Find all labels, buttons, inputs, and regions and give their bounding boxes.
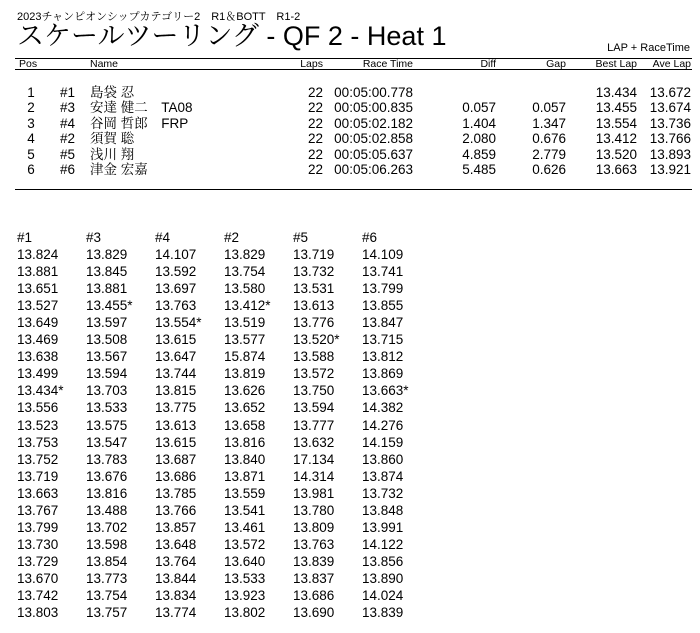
lap-time-cell: 13.764 (155, 553, 197, 569)
lap-time-cell: 13.845 (86, 264, 128, 280)
lap-time-cell: 13.741 (362, 264, 404, 280)
lap-time-cell: 13.594 (86, 366, 128, 382)
lap-time-cell: 14.159 (362, 434, 404, 450)
race-time-cell: 00:05:05.637 (334, 146, 413, 162)
lap-row (17, 263, 437, 280)
race-time-cell: 00:05:00.835 (334, 100, 413, 116)
ave-lap-cell: 13.674 (649, 100, 691, 116)
event-subtitle: 2023チャンピオンシップカテゴリー2 R1＆BOTT R1-2 (17, 11, 301, 23)
lap-time-cell: 13.763 (293, 536, 335, 552)
lap-time-cell: 13.763 (155, 298, 197, 314)
race-title: スケールツーリング - QF 2 - Heat 1 (17, 21, 447, 51)
lap-time-cell: 14.107 (155, 247, 197, 263)
results-header-row (15, 57, 692, 71)
lap-time-cell: 13.541 (224, 502, 266, 518)
car-number-cell: #5 (60, 146, 76, 162)
lap-type-label: LAP + RaceTime (607, 42, 690, 54)
lap-time-cell: 13.730 (17, 536, 59, 552)
lap-time-cell: 13.531 (293, 281, 335, 297)
lap-time-cell: 13.776 (293, 315, 335, 331)
lap-time-cell: 13.809 (293, 519, 335, 535)
lap-row (17, 314, 437, 331)
lap-time-cell: 13.588 (293, 349, 335, 365)
diff-cell: 0.057 (462, 100, 496, 116)
lap-time-cell: 13.651 (17, 281, 59, 297)
laps-cell: 22 (307, 100, 323, 116)
results-row (15, 100, 692, 115)
pos-cell: 1 (27, 85, 35, 100)
driver-name-cell: 谷岡 哲郎 FRP (90, 115, 189, 131)
pos-cell: 4 (27, 131, 35, 147)
lap-row (17, 587, 437, 604)
lap-time-cell: 13.554* (155, 315, 202, 331)
lap-time-cell: 13.488 (86, 502, 128, 518)
car-number-cell: #3 (60, 100, 76, 116)
lap-time-cell: 13.812 (362, 349, 404, 365)
race-time-cell: 00:05:02.858 (334, 131, 413, 147)
lap-row (17, 536, 437, 553)
lap-row (17, 502, 437, 519)
lap-time-cell: 13.615 (155, 332, 197, 348)
col-gap: Gap (546, 58, 566, 70)
laps-cell: 22 (307, 131, 323, 147)
lap-time-cell: 13.649 (17, 315, 59, 331)
car-number-cell: #4 (60, 115, 76, 131)
lap-time-cell: 13.881 (17, 264, 59, 280)
lap-time-cell: 13.844 (155, 570, 197, 586)
lap-time-cell: 13.799 (362, 281, 404, 297)
lap-time-cell: 13.520* (293, 332, 340, 348)
lap-time-cell: 13.527 (17, 298, 59, 314)
gap-cell: 1.347 (532, 115, 566, 131)
lap-time-cell: 13.719 (293, 247, 335, 263)
lap-time-cell: 13.881 (86, 281, 128, 297)
driver-name-cell: 島袋 忍 (90, 85, 135, 100)
lap-row (17, 246, 437, 263)
lap-time-cell: 13.773 (86, 570, 128, 586)
lap-time-cell: 13.785 (155, 485, 197, 501)
lap-row (17, 570, 437, 587)
car-number-cell: #1 (60, 85, 76, 100)
lap-time-cell: 13.799 (17, 519, 59, 535)
lap-time-cell: 13.575 (86, 417, 128, 433)
lap-time-cell: 13.533 (86, 400, 128, 416)
gap-cell: 2.779 (532, 146, 566, 162)
driver-name-cell: 安達 健二 TA08 (90, 100, 193, 116)
lap-time-cell: 13.613 (155, 417, 197, 433)
lap-col-header: #2 (224, 230, 240, 245)
lap-time-cell: 13.647 (155, 349, 197, 365)
lap-time-cell: 14.024 (362, 587, 404, 603)
lap-time-cell: 13.816 (224, 434, 266, 450)
lap-time-cell: 13.839 (293, 553, 335, 569)
gap-cell: 0.676 (532, 131, 566, 147)
lap-time-cell: 13.640 (224, 553, 266, 569)
lap-time-cell: 13.533 (224, 570, 266, 586)
lap-time-cell: 13.663* (362, 383, 409, 399)
lap-time-cell: 13.648 (155, 536, 197, 552)
lap-time-cell: 13.567 (86, 349, 128, 365)
lap-row (17, 399, 437, 416)
lap-time-cell: 13.742 (17, 587, 59, 603)
lap-time-cell: 15.874 (224, 349, 266, 365)
laps-cell: 22 (307, 115, 323, 131)
lap-time-cell: 13.923 (224, 587, 266, 603)
lap-time-cell: 13.702 (86, 519, 128, 535)
lap-time-cell: 13.775 (155, 400, 197, 416)
lap-time-cell: 13.732 (293, 264, 335, 280)
lap-time-cell: 13.783 (86, 451, 128, 467)
best-lap-cell: 13.455 (595, 100, 637, 116)
lap-time-cell: 13.508 (86, 332, 128, 348)
lap-time-cell: 13.613 (293, 298, 335, 314)
lap-time-cell: 13.729 (17, 553, 59, 569)
lap-row (17, 280, 437, 297)
driver-name-cell: 浅川 翔 (90, 146, 135, 162)
lap-time-cell: 13.754 (86, 587, 128, 603)
lap-time-cell: 13.690 (293, 605, 335, 621)
lap-time-cell: 13.766 (155, 502, 197, 518)
results-row (15, 147, 692, 162)
lap-time-cell: 13.757 (86, 605, 128, 621)
diff-cell: 1.404 (462, 115, 496, 131)
best-lap-cell: 13.663 (595, 161, 637, 177)
lap-time-cell: 14.382 (362, 400, 404, 416)
lap-times-table (17, 229, 437, 621)
lap-time-cell: 13.855 (362, 298, 404, 314)
lap-time-cell: 13.594 (293, 400, 335, 416)
lap-time-cell: 13.777 (293, 417, 335, 433)
race-time-cell: 00:05:06.263 (334, 161, 413, 177)
lap-time-cell: 13.815 (155, 383, 197, 399)
ave-lap-cell: 13.921 (649, 161, 691, 177)
lap-time-cell: 13.469 (17, 332, 59, 348)
gap-cell: 0.626 (532, 161, 566, 177)
lap-time-cell: 13.572 (224, 536, 266, 552)
col-best-lap: Best Lap (595, 58, 637, 70)
results-row (15, 85, 692, 100)
lap-times-body (17, 246, 437, 621)
lap-time-cell: 13.780 (293, 502, 335, 518)
lap-time-cell: 13.686 (293, 587, 335, 603)
diff-cell: 5.485 (462, 161, 496, 177)
lap-time-cell: 13.871 (224, 468, 266, 484)
car-number-cell: #2 (60, 131, 76, 147)
lap-row (17, 553, 437, 570)
lap-time-cell: 13.890 (362, 570, 404, 586)
col-ave-lap: Ave Lap (652, 58, 691, 70)
lap-col-header: #3 (86, 230, 102, 245)
col-name: Name (90, 58, 119, 70)
ave-lap-cell: 13.736 (649, 115, 691, 131)
lap-time-cell: 13.732 (362, 485, 404, 501)
lap-row (17, 297, 437, 314)
lap-col-header: #4 (155, 230, 171, 245)
lap-time-cell: 13.597 (86, 315, 128, 331)
lap-time-cell: 13.577 (224, 332, 266, 348)
best-lap-cell: 13.412 (595, 131, 637, 147)
lap-row (17, 604, 437, 621)
lap-row (17, 348, 437, 365)
lap-time-cell: 13.626 (224, 383, 266, 399)
lap-time-cell: 13.434* (17, 383, 64, 399)
lap-time-cell: 13.687 (155, 451, 197, 467)
lap-time-cell: 13.803 (17, 605, 59, 621)
lap-time-cell: 13.840 (224, 451, 266, 467)
best-lap-cell: 13.520 (595, 146, 637, 162)
lap-row (17, 417, 437, 434)
lap-time-cell: 13.615 (155, 434, 197, 450)
lap-time-cell: 13.981 (293, 485, 335, 501)
lap-time-cell: 13.860 (362, 451, 404, 467)
lap-time-cell: 13.754 (224, 264, 266, 280)
lap-time-cell: 13.658 (224, 417, 266, 433)
lap-time-cell: 13.703 (86, 383, 128, 399)
diff-cell: 2.080 (462, 131, 496, 147)
lap-time-cell: 14.109 (362, 247, 404, 263)
best-lap-cell: 13.434 (595, 85, 637, 100)
lap-time-cell: 13.638 (17, 349, 59, 365)
lap-time-cell: 13.819 (224, 366, 266, 382)
lap-time-cell: 13.580 (224, 281, 266, 297)
col-laps: Laps (300, 58, 323, 70)
lap-time-cell: 13.837 (293, 570, 335, 586)
lap-time-cell: 13.632 (293, 434, 335, 450)
col-pos: Pos (19, 58, 38, 70)
col-race-time: Race Time (362, 58, 413, 70)
lap-col-header: #6 (362, 230, 378, 245)
lap-time-cell: 13.461 (224, 519, 266, 535)
lap-time-cell: 13.559 (224, 485, 266, 501)
lap-time-cell: 13.816 (86, 485, 128, 501)
race-time-cell: 00:05:02.182 (334, 115, 413, 131)
lap-time-cell: 13.750 (293, 383, 335, 399)
lap-time-cell: 13.856 (362, 553, 404, 569)
driver-name-cell: 須賀 聡 (90, 131, 135, 147)
lap-time-cell: 13.824 (17, 247, 59, 263)
lap-row (17, 434, 437, 451)
lap-time-cell: 13.519 (224, 315, 266, 331)
lap-time-cell: 13.556 (17, 400, 59, 416)
lap-col-header: #1 (17, 230, 33, 245)
lap-time-cell: 13.676 (86, 468, 128, 484)
lap-time-cell: 13.857 (155, 519, 197, 535)
lap-time-cell: 13.412* (224, 298, 271, 314)
lap-time-cell: 13.523 (17, 417, 59, 433)
lap-time-cell: 14.314 (293, 468, 335, 484)
results-row (15, 116, 692, 131)
lap-time-cell: 13.663 (17, 485, 59, 501)
ave-lap-cell: 13.672 (649, 85, 691, 100)
lap-time-cell: 13.572 (293, 366, 335, 382)
results-rule-bottom (15, 189, 692, 190)
lap-time-cell: 13.719 (17, 468, 59, 484)
lap-time-cell: 13.499 (17, 366, 59, 382)
lap-time-cell: 14.276 (362, 417, 404, 433)
best-lap-cell: 13.554 (595, 115, 637, 131)
lap-time-cell: 13.752 (17, 451, 59, 467)
col-diff: Diff (480, 58, 496, 70)
pos-cell: 6 (27, 161, 35, 177)
ave-lap-cell: 13.766 (649, 131, 691, 147)
lap-time-cell: 13.854 (86, 553, 128, 569)
lap-time-cell: 13.455* (86, 298, 133, 314)
lap-time-cell: 13.802 (224, 605, 266, 621)
lap-time-cell: 13.670 (17, 570, 59, 586)
lap-row (17, 382, 437, 399)
lap-row (17, 331, 437, 348)
laps-cell: 22 (307, 85, 323, 100)
lap-time-cell: 13.697 (155, 281, 197, 297)
lap-time-cell: 13.774 (155, 605, 197, 621)
lap-time-cell: 14.122 (362, 536, 404, 552)
car-number-cell: #6 (60, 161, 76, 177)
results-row (15, 162, 692, 177)
lap-time-cell: 13.547 (86, 434, 128, 450)
lap-col-header: #5 (293, 230, 309, 245)
lap-time-cell: 13.848 (362, 502, 404, 518)
pos-cell: 3 (27, 115, 35, 131)
lap-time-cell: 13.598 (86, 536, 128, 552)
diff-cell: 4.859 (462, 146, 496, 162)
race-time-cell: 00:05:00.778 (334, 85, 413, 100)
lap-time-cell: 13.991 (362, 519, 404, 535)
lap-time-cell: 13.592 (155, 264, 197, 280)
lap-row (17, 365, 437, 382)
lap-time-cell: 13.829 (86, 247, 128, 263)
lap-time-cell: 13.829 (224, 247, 266, 263)
pos-cell: 5 (27, 146, 35, 162)
lap-row (17, 519, 437, 536)
lap-row (17, 451, 437, 468)
lap-row (17, 485, 437, 502)
lap-time-cell: 13.839 (362, 605, 404, 621)
gap-cell: 0.057 (532, 100, 566, 116)
laps-cell: 22 (307, 146, 323, 162)
laps-cell: 22 (307, 161, 323, 177)
lap-time-cell: 13.847 (362, 315, 404, 331)
driver-name-cell: 津金 宏嘉 (90, 161, 148, 177)
lap-time-cell: 13.652 (224, 400, 266, 416)
lap-time-cell: 13.744 (155, 366, 197, 382)
lap-times-header-row (17, 229, 437, 246)
lap-time-cell: 13.715 (362, 332, 404, 348)
lap-time-cell: 13.686 (155, 468, 197, 484)
lap-time-cell: 13.869 (362, 366, 404, 382)
lap-time-cell: 13.753 (17, 434, 59, 450)
lap-time-cell: 17.134 (293, 451, 335, 467)
lap-time-cell: 13.874 (362, 468, 404, 484)
lap-time-cell: 13.767 (17, 502, 59, 518)
lap-time-cell: 13.834 (155, 587, 197, 603)
pos-cell: 2 (27, 100, 35, 116)
ave-lap-cell: 13.893 (649, 146, 691, 162)
results-row (15, 131, 692, 146)
lap-row (17, 468, 437, 485)
